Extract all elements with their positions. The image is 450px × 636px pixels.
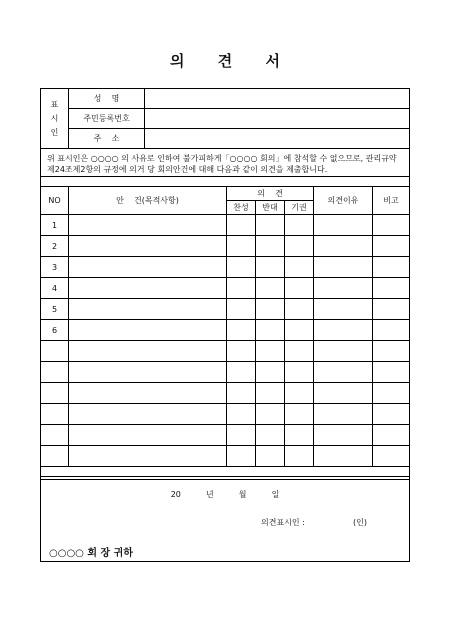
row-number: 5 [41, 299, 69, 320]
agenda-cell[interactable] [69, 425, 227, 446]
approve-cell[interactable] [227, 362, 256, 383]
oppose-cell[interactable] [256, 341, 285, 362]
approve-cell[interactable] [227, 383, 256, 404]
remarks-cell[interactable] [373, 215, 410, 236]
remarks-cell[interactable] [373, 425, 410, 446]
notice-text: 위 표시인은 ○○○○ 의 사유로 인하여 불가피하게「○○○○ 회의」에 참석할 수 없으므로, 관리규약 제24조제2항의 규정에 의거 당 회의안건에 대해 다음과 같이 의견을 제출합니다. [41, 149, 409, 177]
approve-cell[interactable] [227, 425, 256, 446]
remarks-cell[interactable] [373, 341, 410, 362]
abstain-cell[interactable] [285, 257, 314, 278]
agenda-row [41, 446, 410, 467]
header-no: NO [41, 187, 69, 215]
oppose-cell[interactable] [256, 362, 285, 383]
agenda-table [40, 186, 410, 467]
abstain-cell[interactable] [285, 383, 314, 404]
petitioner-section-label [41, 89, 69, 149]
remarks-cell[interactable] [373, 320, 410, 341]
name-label: 성 명 [69, 89, 145, 109]
remarks-cell[interactable] [373, 383, 410, 404]
abstain-cell[interactable] [285, 341, 314, 362]
abstain-cell[interactable] [285, 320, 314, 341]
header-opinion: 의 견 [227, 187, 314, 201]
row-number [41, 362, 69, 383]
oppose-cell[interactable] [256, 299, 285, 320]
approve-cell[interactable] [227, 404, 256, 425]
abstain-cell[interactable] [285, 215, 314, 236]
agenda-cell[interactable] [69, 320, 227, 341]
agenda-cell[interactable] [69, 257, 227, 278]
agenda-row [41, 320, 410, 341]
agenda-row [41, 299, 410, 320]
representative-label: 의견표시인 : [261, 518, 305, 527]
abstain-cell[interactable] [285, 362, 314, 383]
resident-number-field[interactable] [145, 109, 410, 129]
header-agenda: 안 건(목적사항) [69, 187, 227, 215]
agenda-cell[interactable] [69, 215, 227, 236]
remarks-cell[interactable] [373, 404, 410, 425]
reason-cell[interactable] [314, 383, 373, 404]
reason-cell[interactable] [314, 362, 373, 383]
reason-cell[interactable] [314, 404, 373, 425]
agenda-row [41, 425, 410, 446]
abstain-cell[interactable] [285, 299, 314, 320]
remarks-cell[interactable] [373, 278, 410, 299]
resident-number-label: 주민등록번호 [69, 109, 145, 129]
row-number [41, 383, 69, 404]
agenda-cell[interactable] [69, 404, 227, 425]
abstain-cell[interactable] [285, 425, 314, 446]
name-field[interactable] [145, 89, 410, 109]
approve-cell[interactable] [227, 236, 256, 257]
approve-cell[interactable] [227, 278, 256, 299]
oppose-cell[interactable] [256, 425, 285, 446]
oppose-cell[interactable] [256, 446, 285, 467]
seal-mark: (인) [353, 518, 367, 527]
agenda-row [41, 362, 410, 383]
agenda-rows [41, 215, 410, 467]
agenda-cell[interactable] [69, 278, 227, 299]
reason-cell[interactable] [314, 236, 373, 257]
reason-cell[interactable] [314, 299, 373, 320]
section-label-char: 표 [50, 99, 59, 109]
row-number [41, 404, 69, 425]
agenda-row [41, 257, 410, 278]
footer-divider [41, 476, 409, 480]
remarks-cell[interactable] [373, 257, 410, 278]
closing-address: ○○○○ 회 장 귀하 [49, 548, 133, 559]
agenda-cell[interactable] [69, 446, 227, 467]
abstain-cell[interactable] [285, 236, 314, 257]
agenda-cell[interactable] [69, 383, 227, 404]
approve-cell[interactable] [227, 215, 256, 236]
reason-cell[interactable] [314, 215, 373, 236]
remarks-cell[interactable] [373, 362, 410, 383]
approve-cell[interactable] [227, 446, 256, 467]
reason-cell[interactable] [314, 425, 373, 446]
row-number [41, 425, 69, 446]
abstain-cell[interactable] [285, 404, 314, 425]
opinion-form [40, 88, 410, 562]
approve-cell[interactable] [227, 299, 256, 320]
remarks-cell[interactable] [373, 446, 410, 467]
header-oppose: 반대 [256, 201, 285, 215]
abstain-cell[interactable] [285, 278, 314, 299]
agenda-row [41, 341, 410, 362]
row-number [41, 341, 69, 362]
petitioner-info-table [40, 88, 410, 149]
reason-cell[interactable] [314, 320, 373, 341]
header-approve: 찬성 [227, 201, 256, 215]
approve-cell[interactable] [227, 341, 256, 362]
agenda-cell[interactable] [69, 362, 227, 383]
oppose-cell[interactable] [256, 236, 285, 257]
row-number: 1 [41, 215, 69, 236]
document-title: 의 견 서 [170, 52, 294, 70]
approve-cell[interactable] [227, 320, 256, 341]
agenda-row [41, 278, 410, 299]
agenda-cell[interactable] [69, 299, 227, 320]
address-label: 주 소 [69, 129, 145, 149]
reason-cell[interactable] [314, 446, 373, 467]
remarks-cell[interactable] [373, 236, 410, 257]
abstain-cell[interactable] [285, 446, 314, 467]
reason-cell[interactable] [314, 257, 373, 278]
header-abstain: 기권 [285, 201, 314, 215]
row-number: 4 [41, 278, 69, 299]
agenda-row [41, 383, 410, 404]
header-reason: 의견이유 [314, 187, 373, 215]
reason-cell[interactable] [314, 278, 373, 299]
approve-cell[interactable] [227, 257, 256, 278]
agenda-row [41, 236, 410, 257]
agenda-cell[interactable] [69, 236, 227, 257]
address-field[interactable] [145, 129, 410, 149]
agenda-row [41, 404, 410, 425]
remarks-cell[interactable] [373, 299, 410, 320]
header-remarks: 비고 [373, 187, 410, 215]
reason-cell[interactable] [314, 341, 373, 362]
section-label-char: 인 [50, 127, 59, 137]
agenda-cell[interactable] [69, 341, 227, 362]
date-line: 20 년 월 일 [170, 490, 280, 499]
oppose-cell[interactable] [256, 320, 285, 341]
oppose-cell[interactable] [256, 215, 285, 236]
row-number: 3 [41, 257, 69, 278]
row-number [41, 446, 69, 467]
row-number: 2 [41, 236, 69, 257]
row-number: 6 [41, 320, 69, 341]
oppose-cell[interactable] [256, 257, 285, 278]
agenda-row [41, 215, 410, 236]
oppose-cell[interactable] [256, 404, 285, 425]
oppose-cell[interactable] [256, 278, 285, 299]
oppose-cell[interactable] [256, 383, 285, 404]
section-label-char: 시 [50, 113, 59, 123]
